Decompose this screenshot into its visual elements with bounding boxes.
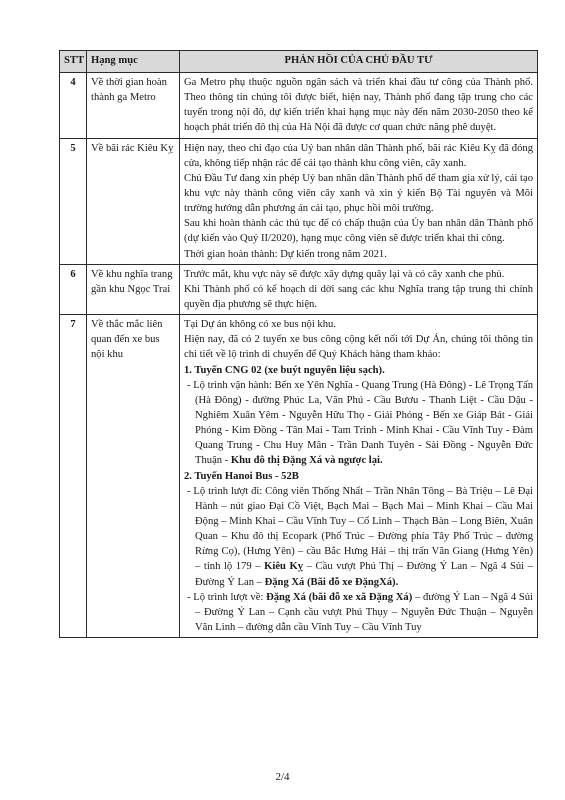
route-text-bold: Đặng Xá (Bãi đỗ xe ĐặngXá). <box>264 576 399 588</box>
table-row <box>60 73 538 139</box>
row-response <box>180 315 538 638</box>
row-category: Về bãi rác Kiêu Kỵ <box>87 138 180 264</box>
row-category: Về thời gian hoàn thành ga Metro <box>87 73 180 139</box>
response-paragraph: Hiện nay, đã có 2 tuyến xe bus công cộng kết nối tới Dự Án, chúng tôi thông tin chi tiết về lộ trình di chuyển để Quý Khách hàng tham khảo: <box>184 334 533 361</box>
row-number: 6 <box>60 264 87 314</box>
route-text-bold: Đặng Xá (bãi đỗ xe xã Đặng Xá) <box>266 591 413 603</box>
row-number: 7 <box>60 315 87 638</box>
route-text: – Cầu vượt Phú Thị – Đường Ỷ Lan – Ngã 4 Sủi – Đường Ỷ Lan – <box>195 561 533 588</box>
response-paragraph: Chủ Đầu Tư đang xin phép Uỷ ban nhân dân Thành phố để tham gia xử lý, cải tạo khu vực này thành công viên cây xanh và xin ý kiến Bộ Tài nguyên và Môi trường hướng dẫn phương án cải tạo, phục hồi môi trường. <box>184 172 533 215</box>
response-paragraph: Khi Thành phố có kế hoạch di dời sang các khu Nghĩa trang tập trung thì chính quyền địa phương sẽ thực hiện. <box>184 283 533 310</box>
route-title: 1. Tuyến CNG 02 (xe buýt nguyên liệu sạch). <box>184 364 385 376</box>
row-category: Về khu nghĩa trang gần khu Ngọc Trai <box>87 264 180 314</box>
response-paragraph: Tại Dự án không có xe bus nội khu. <box>184 319 336 331</box>
route-text-bold: Khu đô thị Đặng Xá và ngược lại. <box>230 455 383 467</box>
route-description <box>184 484 533 590</box>
response-table <box>59 50 538 638</box>
response-paragraph: Thời gian hoàn thành: Dự kiến trong năm 2021. <box>184 248 387 260</box>
response-paragraph: Hiện nay, theo chỉ đạo của Uỷ ban nhân dân Thành phố, bãi rác Kiêu Kỵ đã đóng cửa, không tiếp nhận rác để cải tạo thành khu công viên, cây xanh. <box>184 142 533 169</box>
table-header-row <box>60 51 538 73</box>
row-response <box>180 73 538 139</box>
route-text-bold: Kiêu Kỵ <box>264 561 304 573</box>
page-number: 2/4 <box>275 771 290 783</box>
route-text: Lộ trình vận hành: Bến xe Yên Nghĩa - Quang Trung (Hà Đông) - Lê Trọng Tấn (Hà Đông) - đường Phúc La, Văn Phú - Cầu Bươu - Thanh Liệt - Cầu Dậu - Nghiêm Xuân Yêm - Nguyễn Hữu Thọ - Giải Phóng - Bến xe Giáp Bát - Giải Phóng - Kim Đồng - Tân Mai - Tam Trinh - Minh Khai - Cầu Vĩnh Tuy - Đàm Quang Trung - Chu Huy Mân - Trần Danh Tuyên - Sài Đồng - Nguyễn Đức Thuận - <box>193 379 533 467</box>
row-number: 5 <box>60 138 87 264</box>
row-category: Về thắc mắc liên quan đến xe bus nội khu <box>87 315 180 638</box>
response-paragraph: Ga Metro phụ thuộc nguồn ngân sách và triển khai đầu tư công của Thành phố. Theo thông tin chúng tôi được biết, hiện nay, Thành phố đang tập trung cho các tuyến trong nội đô, dự kiến triển khai hạng mục này đến năm 2030-2050 theo kế hoạch phát triển đô thị của Hà Nội đã được cơ quan chức năng phê duyệt. <box>184 77 533 134</box>
route-description <box>184 378 533 469</box>
response-paragraph: Sau khi hoàn thành các thủ tục để có chấp thuận của Ủy ban nhân dân Thành phố (dự kiến vào Quý II/2020), hạng mục công viên sẽ được triển khai thi công. <box>184 218 533 245</box>
row-response <box>180 138 538 264</box>
header-stt: STT <box>60 51 87 73</box>
route-text: Lộ trình lượt về: <box>193 591 267 603</box>
route-text: Lộ trình lượt đi: Công viên Thống Nhất – Trần Nhân Tông – Bà Triệu – Lê Đại Hành – nút giao Đại Cồ Việt, Bạch Mai – Bạch Mai – Minh Khai – Cầu Mai Động – Minh Khai – Cầu Vĩnh Tuy – Cổ Linh – Thạch Bàn – Long Biên, Xuân Quan – Khu đô thị Ecopark (Phố Trúc – Đường phía Tây Phố Trúc – đường Rừng Cọ), (Hưng Yên) – cầu Bắc Hưng Hải – thị trấn Văn Giang (Hưng Yên) – tỉnh lộ 179 – <box>193 485 533 573</box>
table-row <box>60 138 538 264</box>
header-category: Hạng mục <box>87 51 180 73</box>
row-response <box>180 264 538 314</box>
route-title: 2. Tuyến Hanoi Bus - 52B <box>184 470 299 482</box>
table-row <box>60 264 538 314</box>
header-response: PHẢN HỒI CỦA CHỦ ĐẦU TƯ <box>180 51 538 73</box>
row-number: 4 <box>60 73 87 139</box>
route-text: – đường Ỷ Lan – Ngã 4 Sủi – Đường Ỷ Lan – Cạnh cầu vượt Phú Thụy – Nguyễn Đức Thuận – Nguyễn Văn Linh – đường dẫn cầu Vĩnh Tuy – Cầu Vĩnh Tuy <box>195 591 533 633</box>
response-paragraph: Trước mắt, khu vực này sẽ được xây dựng quây lại và có cây xanh che phủ. <box>184 268 505 280</box>
route-description <box>184 590 533 635</box>
table-row <box>60 315 538 638</box>
